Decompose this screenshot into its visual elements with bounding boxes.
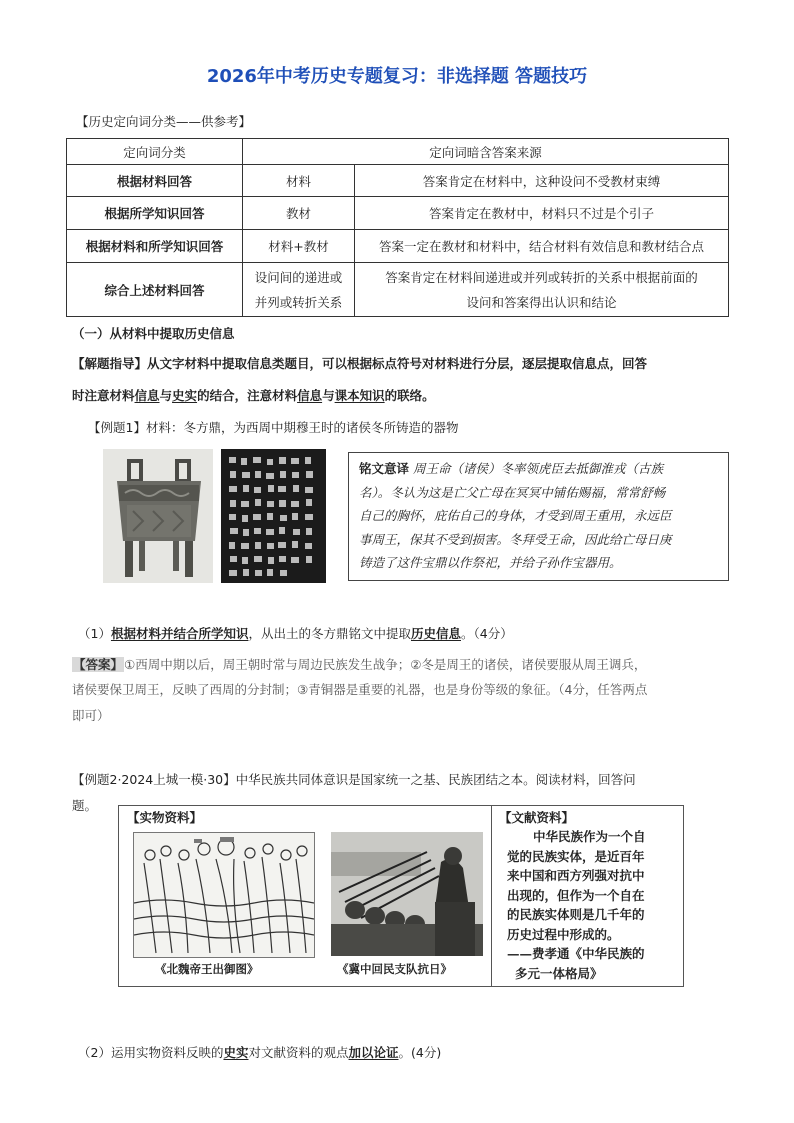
guide-text: 与 <box>159 388 173 403</box>
section-heading: （一）从材料中提取历史信息 <box>72 326 235 341</box>
table-cell-source: 材料 <box>243 165 355 197</box>
table-header-cell: 定向词暗含答案来源 <box>243 139 729 165</box>
table-row <box>67 230 729 263</box>
document-line: 多元一体格局》 <box>515 965 603 981</box>
answer-line: 诸侯要保卫周王，反映了西周的分封制；③青铜器是重要的礼器，也是身份等级的象征。（4分，任答两点 <box>72 682 648 697</box>
answer-line: 即可） <box>72 708 110 723</box>
table-cell-category: 根据所学知识回答 <box>67 197 243 230</box>
example2-label: 【例题2·2024上城一模·30】中华民族共同体意识是国家统一之基、民族团结之本。阅读材料，回答问 <box>72 772 636 787</box>
table-cell-description: 答案一定在教材和材料中，结合材料有效信息和教材结合点 <box>355 230 729 263</box>
document-line: 觉的民族实体，是近百年 <box>507 848 645 864</box>
keyword: 信息 <box>134 388 160 403</box>
guide-text: 的联络。 <box>384 388 435 403</box>
table-row <box>67 165 729 197</box>
question-text: 运用实物资料反映的 <box>110 1045 224 1060</box>
table-cell-category: 根据材料和所学知识回答 <box>67 230 243 263</box>
inscription-line: 名）。冬认为这是亡父亡母在冥冥中铺佑赐福，常常舒畅 <box>359 484 666 500</box>
material-heading: 【实物资料】 <box>127 810 203 825</box>
table-row <box>67 263 729 317</box>
question-text: 。（4分） <box>461 626 513 641</box>
table-cell-line: 并列或转折关系 <box>254 294 343 310</box>
question-number: （2） <box>78 1045 111 1060</box>
keyword: 信息 <box>297 388 323 403</box>
inscription-translation-box <box>348 452 729 581</box>
guide-text: 的结合，注意材料 <box>197 388 298 403</box>
table-cell-description <box>355 263 729 317</box>
guide-text: 与 <box>322 388 335 403</box>
caption-hui-detachment: 《冀中回民支队抗日》 <box>337 962 452 976</box>
document-line: 出现的，但作为一个自在 <box>507 887 645 903</box>
page-title: 2026年中考历史专题复习：非选择题 答题技巧 <box>206 66 588 87</box>
inscription-text: 周王命（诸侯）冬率领虎臣去抵御淮戎（古族 <box>413 461 664 476</box>
table-cell-source: 材料+教材 <box>243 230 355 263</box>
procession-drawing <box>134 833 314 957</box>
document-line: 中华民族作为一个自 <box>533 829 646 844</box>
photo-drawing <box>331 832 483 956</box>
document-quote <box>507 827 679 983</box>
table-header-row <box>67 139 729 165</box>
table-row <box>67 197 729 230</box>
example1-label: 【例题1】材料：冬方鼎，为西周中期穆王时的诸侯冬所铸造的器物 <box>88 420 459 435</box>
table-cell-source <box>243 263 355 317</box>
guide-line-2 <box>72 386 435 406</box>
document-line: 来中国和西方列强对抗中 <box>507 868 645 883</box>
inscription-title: 铭文意译 <box>359 461 410 476</box>
guide-text: 时注意材料 <box>72 388 135 403</box>
northern-wei-procession-image <box>133 832 315 958</box>
document-line: ——费孝通《中华民族的 <box>507 946 645 961</box>
answer-tag: 【答案】 <box>73 657 124 672</box>
question-1 <box>78 624 513 644</box>
table-cell-description: 答案肯定在材料中，这种设问不受教材束缚 <box>355 165 729 197</box>
table-header-cell: 定向词分类 <box>67 139 243 165</box>
keyword: 课本知识 <box>334 388 385 403</box>
guide-text: 从文字材料中提取信息类题目，可以根据标点符号对材料进行分层，逐层提取信息点，回答 <box>147 356 648 371</box>
inscription-line <box>359 457 718 481</box>
question-number: （1） <box>78 626 111 641</box>
document-line: 历史过程中形成的。 <box>507 926 620 942</box>
bronze-ding-drawing <box>103 449 213 583</box>
inscription-line: 事周王，保其不受到损害。冬拜受王命，因此给亡母日庚 <box>359 531 672 547</box>
table-cell-source: 教材 <box>243 197 355 230</box>
rubbing-drawing <box>221 449 326 583</box>
bronze-ding-image <box>103 449 213 583</box>
keyword: 史实 <box>172 388 198 403</box>
question-2 <box>78 1043 441 1063</box>
reference-table <box>66 138 729 317</box>
table-cell-category: 综合上述材料回答 <box>67 263 243 317</box>
keyword: 史实 <box>223 1045 249 1060</box>
hui-detachment-photo <box>331 832 483 956</box>
table-cell-category: 根据材料回答 <box>67 165 243 197</box>
keyword: 历史信息 <box>410 626 461 641</box>
table-cell-line: 设问和答案得出认识和结论 <box>466 294 617 310</box>
keyword: 根据材料并结合所学知识 <box>110 626 249 641</box>
inscription-rubbing-image <box>221 449 326 583</box>
reference-heading: 【历史定向词分类——供参考】 <box>76 114 252 129</box>
question-text: 对文献资料的观点 <box>248 1045 349 1060</box>
table-cell-description: 答案肯定在教材中，材料只不过是个引子 <box>355 197 729 230</box>
table-cell-line: 设问间的递进或 <box>254 269 343 285</box>
materials-divider <box>491 806 492 986</box>
document-line: 的民族实体则是几千年的 <box>507 907 645 922</box>
keyword: 加以论证 <box>348 1045 399 1060</box>
guide-tag: 【解题指导】 <box>72 356 148 371</box>
question-text: 。(4分) <box>398 1045 442 1060</box>
inscription-line: 铸造了这件宝鼎以作祭祀，并给子孙作宝器用。 <box>359 555 622 570</box>
question-text: ，从出土的冬方鼎铭文中提取 <box>248 626 411 641</box>
answer-line <box>72 655 646 675</box>
document-heading: 【文献资料】 <box>499 810 575 825</box>
guide-line-1 <box>72 354 647 374</box>
table-cell-line: 答案肯定在材料间递进或并列或转折的关系中根据前面的 <box>385 269 698 285</box>
example2-label: 题。 <box>72 798 98 813</box>
inscription-line: 自己的胸怀，庇佑自己的身体，才受到周王重用，永远臣 <box>359 508 672 523</box>
answer-text: ①西周中期以后，周王朝时常与周边民族发生战争；②冬是周王的诸侯，诸侯要服从周王调兵， <box>124 657 647 672</box>
caption-northern-wei: 《北魏帝王出御图》 <box>155 962 259 976</box>
materials-frame <box>118 805 684 987</box>
